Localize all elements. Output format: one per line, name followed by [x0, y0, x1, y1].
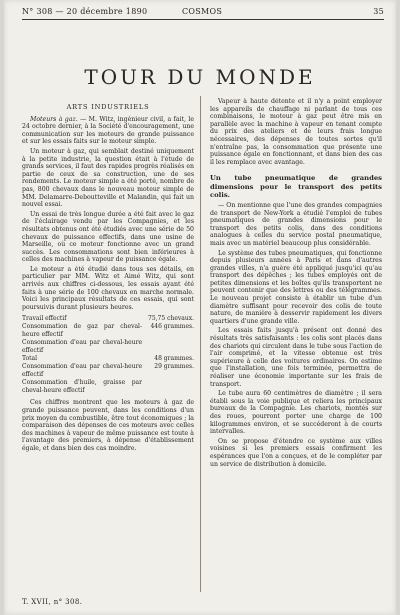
table-value [148, 339, 194, 355]
table-label: Travail effectif [22, 315, 67, 323]
article-lead: Moteurs à gaz. [30, 115, 78, 123]
table-row [22, 315, 194, 323]
table-value: 29 grammes. [154, 363, 194, 371]
article-paragraph [22, 116, 194, 146]
article-paragraph: Un essai de très longue durée a été fait avec le gaz de l'éclairage vendu par les Compagnies, et les résultats obtenus ont été étudiés avec une série de 50 chevaux de puissance effectifs, dans une usine de Marseille, où ce moteur fonctionne avec un grand succès. Les consommations sont bien inférieures à celles des machines à vapeur de puissance égale. [22, 210, 194, 264]
article-paragraph: Un moteur à gaz, qui semblait destiné uniquement à la petite industrie, la question était à l'étude de grands services, il faut des rapides progrès réalisés en partie de ceux de sa construction, une de ses rendements. Le moteur simple a été porté, nombre de pas, 800 chevaux dans le nouveau moteur simple de MM. Delamarre-Deboutteville et Malandin, qui fait un nouvel essai. [22, 147, 194, 209]
article-text: — M. Witz, ingénieur civil, a fait, le 24 octobre dernier, à la Société d'encouragement, une communication sur les moteurs de grande puissance et sur les essais faits sur le moteur simple. [22, 115, 194, 146]
table-row [22, 339, 194, 355]
page-title: TOUR DU MONDE [84, 65, 316, 89]
article-paragraph: Les essais faits jusqu'à présent ont donné des résultats très satisfaisants : les colis sont placés dans des chariots qui circulent dans le tube sous l'action de l'air comprimé, et la vitesse obtenue est très supérieure à celle des voitures ordinaires. On estime que l'installation, une fois terminée, permettra de réaliser une économie importante sur les frais de transport. [210, 327, 382, 388]
article-paragraph: On se propose d'étendre ce système aux villes voisines si les premiers essais confirment les espérances que l'on a conçues, et de le compléter par un service de distribution à domicile. [210, 437, 382, 468]
table-value [148, 379, 194, 395]
publication-name: COSMOS [182, 7, 223, 16]
article-paragraph: — On mentionne que l'une des grandes compagnies de transport de New-York a étudié l'emploi de tubes pneumatiques de grandes dimensions pour le transport des petits colis, dans des conditions analogues à celles du service postal pneumatique, mais avec un matériel beaucoup plus considérable. [210, 201, 382, 247]
article-heading: Un tube pneumatique de grandes dimensions pour le transport des petits colis. [210, 174, 382, 199]
table-row [22, 379, 194, 395]
header-rule [22, 19, 384, 20]
results-table [22, 315, 194, 395]
article-paragraph: Vapeur à haute détente et il n'y a point employer les appareils de chauffage ni parlant de tous ces combinaisons, le moteur à gaz peut être mis en parallèle avec la machine à vapeur en tenant compte du prix des ateliers et de leurs frais longue nécessaires, des dépenses de toutes sortes qu'il n'entraîne pas, la consommation que présente une puissance égale en fonctionnant, et dans bien des cas il les remplace avec avantage. [210, 98, 382, 166]
volume-footer: T. XVII, n° 308. [22, 598, 83, 606]
article-paragraph: Le moteur a été étudié dans tous ses détails, en particulier par MM. Witz et Aimé Witz, qui sont arrivés aux chiffres ci-dessous, les essais ayant été faits à une série de 100 chevaux en marche normale. Voici les principaux résultats de ces essais, qui sont poursuivis durant plusieurs heures. [22, 265, 194, 311]
table-value: 446 grammes. [150, 323, 194, 331]
table-row [22, 363, 194, 379]
table-row [22, 323, 194, 339]
section-heading: ARTS INDUSTRIELS [66, 103, 150, 111]
column-divider [200, 96, 201, 592]
table-label: Consommation d'eau par cheval-heure effectif [22, 363, 142, 379]
issue-number: N° 308 — 20 décembre 1890 [22, 7, 148, 16]
table-label: Consommation de gaz par cheval-heure effectif [22, 323, 142, 339]
table-row [22, 355, 194, 363]
table-label: Consommation d'huile, graisse par cheval-heure effectif [22, 379, 142, 395]
table-label: Consommation d'eau par cheval-heure effectif [22, 339, 142, 355]
article-paragraph: Le système des tubes pneumatiques, qui fonctionne depuis plusieurs années à Paris et dans d'autres grandes villes, n'a guère été appliqué jusqu'ici qu'au transport des dépêches ; les tubes employés ont de petites dimensions et les boîtes qu'ils transportent ne peuvent contenir que des lettres ou des télégrammes. Le nouveau projet consiste à établir un tube d'un diamètre suffisant pour recevoir des colis de toute nature, de manière à desservir rapidement les divers quartiers d'une grande ville. [210, 249, 382, 325]
running-header [22, 6, 384, 18]
page-number: 35 [373, 7, 384, 16]
table-value: 75,75 chevaux. [148, 315, 194, 323]
newspaper-page [4, 0, 396, 615]
article-paragraph: Le tube aura 60 centimètres de diamètre ; il sera établi sous la voie publique et reliera les principaux bureaux de la Compagnie. Les chariots, montés sur des roues, pourront porter une charge de 100 kilogrammes environ, et se succéderont à de courts intervalles. [210, 390, 382, 436]
article-paragraph: Ces chiffres montrent que les moteurs à gaz de grande puissance peuvent, dans les conditions d'un prix moyen du combustible, être tout économiques ; la comparaison des dépenses de ces moteurs avec celles des machines à vapeur de même puissance est toute à l'avantage des premiers, à dépense d'établissement égale, et dans bien des cas moindre. [22, 399, 194, 452]
table-label: Total [22, 355, 38, 363]
left-column [22, 98, 194, 593]
right-column [210, 98, 382, 593]
table-value: 48 grammes. [154, 355, 194, 363]
